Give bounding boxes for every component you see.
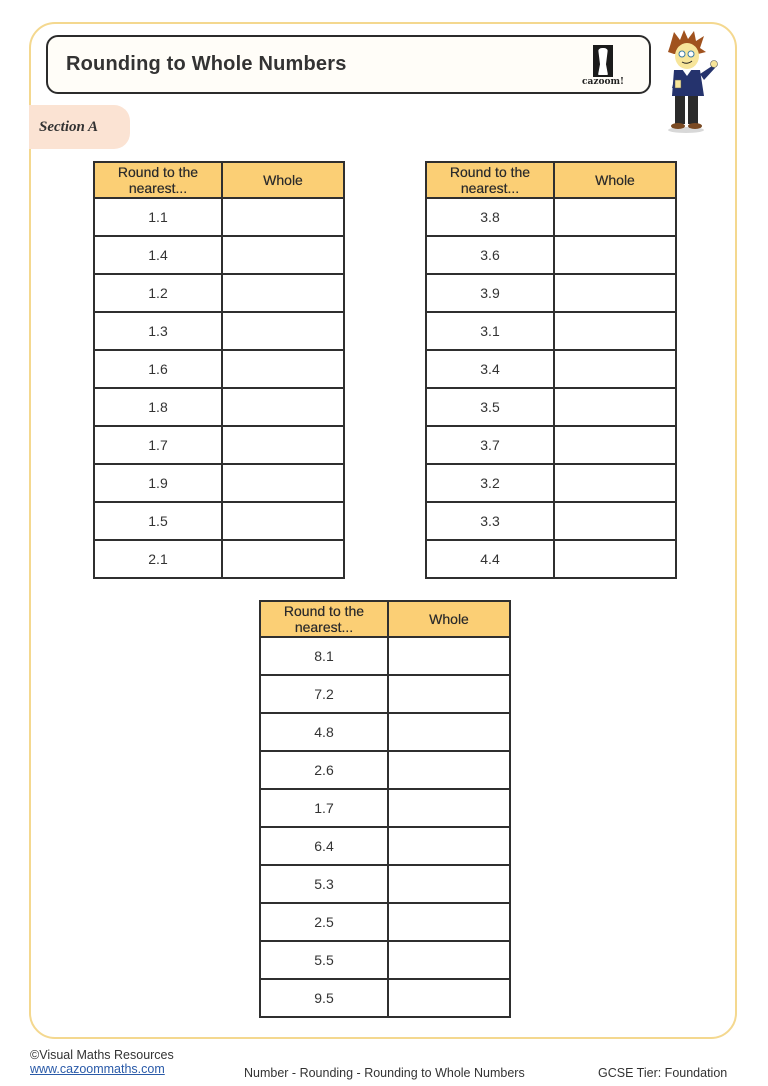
table-header-row [260, 601, 510, 637]
question-value: 1.9 [94, 464, 222, 502]
column-header-whole: Whole [388, 601, 510, 637]
column-header-value: Round to the nearest... [260, 601, 388, 637]
question-value: 6.4 [260, 827, 388, 865]
question-value: 2.6 [260, 751, 388, 789]
answer-cell[interactable] [554, 426, 676, 464]
answer-cell[interactable] [388, 827, 510, 865]
rounding-table-1 [93, 161, 345, 579]
question-value: 1.5 [94, 502, 222, 540]
table-row [260, 941, 510, 979]
question-value: 3.5 [426, 388, 554, 426]
table-row [260, 827, 510, 865]
answer-cell[interactable] [554, 464, 676, 502]
answer-input[interactable] [223, 427, 347, 463]
answer-input[interactable] [555, 427, 679, 463]
question-value: 1.3 [94, 312, 222, 350]
question-value: 1.8 [94, 388, 222, 426]
answer-input[interactable] [555, 275, 679, 311]
table-row [426, 198, 676, 236]
table-row [94, 388, 344, 426]
cazoom-logo [579, 43, 627, 89]
section-label: Section A [39, 119, 99, 135]
answer-cell[interactable] [554, 312, 676, 350]
table-row [94, 236, 344, 274]
answer-input[interactable] [555, 237, 679, 273]
question-value: 8.1 [260, 637, 388, 675]
footer-website-link[interactable]: www.cazoommaths.com [30, 1062, 165, 1076]
answer-input[interactable] [389, 790, 513, 826]
table-row [94, 350, 344, 388]
answer-input[interactable] [223, 541, 347, 577]
answer-cell[interactable] [222, 426, 344, 464]
answer-input[interactable] [223, 313, 347, 349]
answer-cell[interactable] [222, 236, 344, 274]
table-row [94, 502, 344, 540]
answer-cell[interactable] [388, 941, 510, 979]
question-value: 3.3 [426, 502, 554, 540]
footer-topic: Number - Rounding - Rounding to Whole Numbers [244, 1066, 525, 1080]
table-row [260, 675, 510, 713]
table-row [426, 502, 676, 540]
answer-cell[interactable] [388, 789, 510, 827]
question-value: 1.4 [94, 236, 222, 274]
question-value: 3.4 [426, 350, 554, 388]
question-value: 1.7 [260, 789, 388, 827]
question-value: 3.7 [426, 426, 554, 464]
table-row [94, 198, 344, 236]
answer-input[interactable] [389, 904, 513, 940]
answer-cell[interactable] [222, 502, 344, 540]
answer-input[interactable] [555, 503, 679, 539]
answer-input[interactable] [389, 676, 513, 712]
answer-input[interactable] [555, 541, 679, 577]
table-row [260, 713, 510, 751]
answer-cell[interactable] [222, 198, 344, 236]
answer-cell[interactable] [222, 540, 344, 578]
answer-input[interactable] [389, 828, 513, 864]
answer-cell[interactable] [554, 236, 676, 274]
answer-cell[interactable] [388, 713, 510, 751]
question-value: 1.1 [94, 198, 222, 236]
answer-cell[interactable] [554, 540, 676, 578]
answer-cell[interactable] [554, 388, 676, 426]
table-row [260, 637, 510, 675]
answer-cell[interactable] [222, 274, 344, 312]
answer-cell[interactable] [222, 312, 344, 350]
question-value: 1.7 [94, 426, 222, 464]
rounding-table-2 [425, 161, 677, 579]
answer-cell[interactable] [554, 350, 676, 388]
table-row [426, 312, 676, 350]
table-row [426, 274, 676, 312]
question-value: 3.6 [426, 236, 554, 274]
answer-cell[interactable] [222, 464, 344, 502]
table-row [260, 789, 510, 827]
rounding-table-3 [259, 600, 511, 1018]
table-header-row [426, 162, 676, 198]
table-row [426, 236, 676, 274]
table-row [426, 540, 676, 578]
answer-cell[interactable] [388, 751, 510, 789]
section-badge [29, 105, 130, 149]
answer-input[interactable] [555, 199, 679, 235]
table-row [426, 426, 676, 464]
column-header-whole: Whole [554, 162, 676, 198]
question-value: 4.4 [426, 540, 554, 578]
footer-tier: GCSE Tier: Foundation [598, 1066, 728, 1080]
answer-input[interactable] [223, 465, 347, 501]
question-value: 1.6 [94, 350, 222, 388]
answer-input[interactable] [555, 465, 679, 501]
answer-cell[interactable] [554, 198, 676, 236]
table-row [94, 540, 344, 578]
answer-cell[interactable] [388, 903, 510, 941]
answer-input[interactable] [389, 714, 513, 750]
table-row [260, 979, 510, 1017]
question-value: 4.8 [260, 713, 388, 751]
question-value: 5.5 [260, 941, 388, 979]
footer-copyright: ©Visual Maths Resources [30, 1048, 174, 1062]
table-row [94, 312, 344, 350]
column-header-value: Round to the nearest... [94, 162, 222, 198]
answer-cell[interactable] [388, 675, 510, 713]
question-value: 2.1 [94, 540, 222, 578]
table-row [94, 464, 344, 502]
table-row [426, 464, 676, 502]
question-value: 7.2 [260, 675, 388, 713]
answer-cell[interactable] [222, 388, 344, 426]
table-row [260, 865, 510, 903]
answer-cell[interactable] [388, 637, 510, 675]
question-value: 5.3 [260, 865, 388, 903]
answer-input[interactable] [555, 351, 679, 387]
question-value: 2.5 [260, 903, 388, 941]
logo-text: cazoom! [582, 77, 624, 87]
question-value: 3.9 [426, 274, 554, 312]
question-value: 9.5 [260, 979, 388, 1017]
answer-input[interactable] [223, 237, 347, 273]
mascot-icon [660, 30, 720, 135]
page-title: Rounding to Whole Numbers [66, 53, 347, 75]
answer-cell[interactable] [222, 350, 344, 388]
cup-icon [593, 45, 613, 77]
column-header-value: Round to the nearest... [426, 162, 554, 198]
answer-cell[interactable] [388, 865, 510, 903]
answer-input[interactable] [389, 638, 513, 674]
table-row [94, 274, 344, 312]
table-header-row [94, 162, 344, 198]
table-row [260, 751, 510, 789]
table-row [426, 388, 676, 426]
answer-cell[interactable] [554, 274, 676, 312]
answer-input[interactable] [223, 275, 347, 311]
answer-input[interactable] [223, 389, 347, 425]
table-row [426, 350, 676, 388]
answer-input[interactable] [223, 199, 347, 235]
answer-input[interactable] [223, 503, 347, 539]
answer-input[interactable] [389, 866, 513, 902]
answer-input[interactable] [555, 389, 679, 425]
question-value: 3.2 [426, 464, 554, 502]
question-value: 3.8 [426, 198, 554, 236]
answer-cell[interactable] [554, 502, 676, 540]
answer-cell[interactable] [388, 979, 510, 1017]
table-row [94, 426, 344, 464]
answer-input[interactable] [389, 942, 513, 978]
title-banner [46, 35, 651, 94]
answer-input[interactable] [555, 313, 679, 349]
question-value: 1.2 [94, 274, 222, 312]
table-row [260, 903, 510, 941]
column-header-whole: Whole [222, 162, 344, 198]
question-value: 3.1 [426, 312, 554, 350]
answer-input[interactable] [389, 980, 513, 1016]
answer-input[interactable] [389, 752, 513, 788]
answer-input[interactable] [223, 351, 347, 387]
